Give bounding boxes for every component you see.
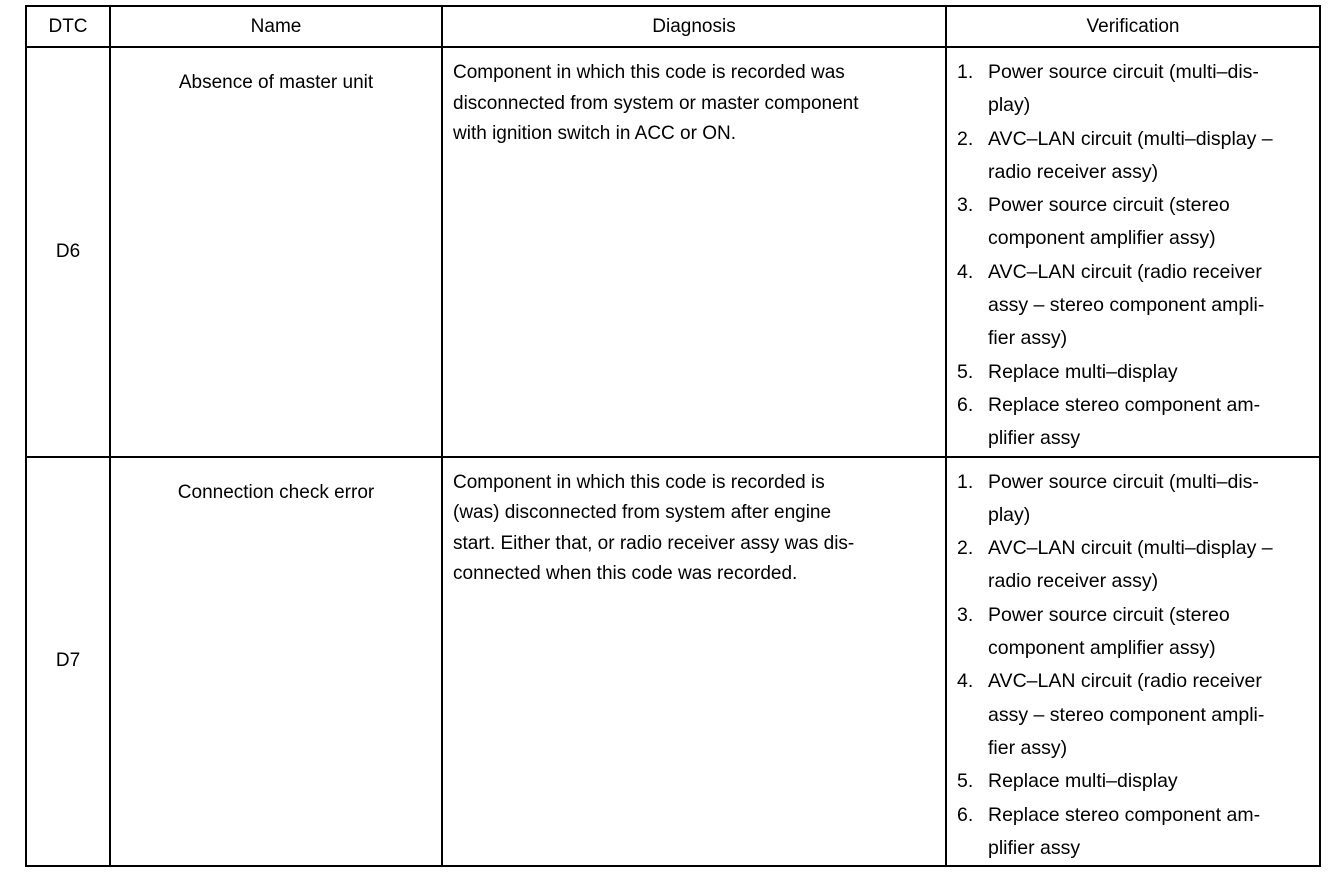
step-line: component amplifier assy) (988, 227, 1216, 250)
diagnosis-text (442, 457, 946, 867)
diagnosis-line: with ignition switch in ACC or ON. (453, 123, 736, 144)
step-text (988, 56, 1309, 123)
step-text (988, 189, 1309, 256)
diagnosis-line: connected when this code was recorded. (453, 563, 798, 585)
header-diagnosis: Diagnosis (442, 6, 946, 47)
step-number: 4. (957, 670, 974, 693)
step-text (988, 123, 1309, 190)
step-number: 6. (957, 393, 974, 416)
table-row (26, 47, 1320, 457)
header-verification: Verification (946, 6, 1320, 47)
dtc-table (25, 5, 1321, 867)
verification-step (957, 356, 1309, 389)
step-text (988, 799, 1309, 866)
step-line: Power source circuit (stereo (988, 194, 1230, 217)
verification-step (957, 56, 1309, 123)
verification-list-cell (946, 457, 1320, 867)
step-line: radio receiver assy) (988, 570, 1159, 593)
step-text (988, 765, 1309, 798)
header-dtc: DTC (26, 6, 110, 47)
step-line: Power source circuit (stereo (988, 603, 1230, 626)
step-line: Replace multi–display (988, 770, 1178, 793)
verification-step (957, 123, 1309, 190)
step-line: assy – stereo component ampli- (988, 294, 1265, 317)
step-line: assy – stereo component ampli- (988, 703, 1265, 726)
step-number: 5. (957, 770, 974, 793)
diagnosis-line: start. Either that, or radio receiver assy was dis- (453, 532, 855, 554)
step-line: play) (988, 94, 1031, 117)
step-text (988, 356, 1309, 389)
diagnosis-line: (was) disconnected from system after engine (453, 502, 832, 524)
step-line: fier assy) (988, 736, 1068, 759)
dtc-code: D6 (26, 47, 110, 457)
step-line: component amplifier assy) (988, 637, 1216, 660)
step-number: 5. (957, 360, 974, 383)
diagnosis-line: Component in which this code is recorded is (453, 471, 825, 493)
step-number: 1. (957, 61, 974, 83)
step-number: 2. (957, 127, 974, 150)
step-number: 4. (957, 260, 974, 283)
step-number: 3. (957, 194, 974, 217)
dtc-name: Absence of master unit (110, 47, 442, 457)
step-text (988, 532, 1309, 599)
step-text (988, 665, 1309, 765)
verification-step (957, 466, 1309, 533)
step-line: Power source circuit (multi–dis- (988, 470, 1259, 493)
verification-list-cell (946, 47, 1320, 457)
diagnosis-line: disconnected from system or master component (453, 92, 859, 114)
verification-step (957, 765, 1309, 798)
verification-step (957, 389, 1309, 456)
table-header-row (26, 6, 1320, 47)
step-line: radio receiver assy) (988, 160, 1159, 183)
step-line: plifier assy (988, 427, 1081, 450)
verification-step (957, 256, 1309, 356)
step-text (988, 256, 1309, 356)
step-text (988, 389, 1309, 456)
step-line: Replace stereo component am- (988, 803, 1261, 826)
step-line: Power source circuit (multi–dis- (988, 61, 1259, 83)
verification-step (957, 532, 1309, 599)
verification-step (957, 665, 1309, 765)
diagnosis-line: Component in which this code is recorded was (453, 62, 845, 83)
step-line: AVC–LAN circuit (radio receiver (988, 260, 1262, 283)
diagnosis-text (442, 47, 946, 457)
step-line: play) (988, 503, 1031, 526)
step-number: 1. (957, 470, 974, 493)
step-line: AVC–LAN circuit (multi–display – (988, 127, 1273, 150)
step-number: 6. (957, 803, 974, 826)
verification-step (957, 189, 1309, 256)
step-line: AVC–LAN circuit (multi–display – (988, 537, 1273, 560)
step-line: Replace stereo component am- (988, 393, 1261, 416)
verification-step (957, 799, 1309, 866)
step-line: Replace multi–display (988, 360, 1178, 383)
verification-list (957, 56, 1309, 456)
table-row (26, 457, 1320, 867)
dtc-name: Connection check error (110, 457, 442, 867)
step-line: fier assy) (988, 327, 1068, 350)
step-number: 2. (957, 537, 974, 560)
dtc-code: D7 (26, 457, 110, 867)
step-line: plifier assy (988, 836, 1081, 859)
verification-list (957, 466, 1309, 866)
verification-step (957, 599, 1309, 666)
header-name: Name (110, 6, 442, 47)
step-text (988, 599, 1309, 666)
step-number: 3. (957, 603, 974, 626)
step-text (988, 466, 1309, 533)
step-line: AVC–LAN circuit (radio receiver (988, 670, 1262, 693)
